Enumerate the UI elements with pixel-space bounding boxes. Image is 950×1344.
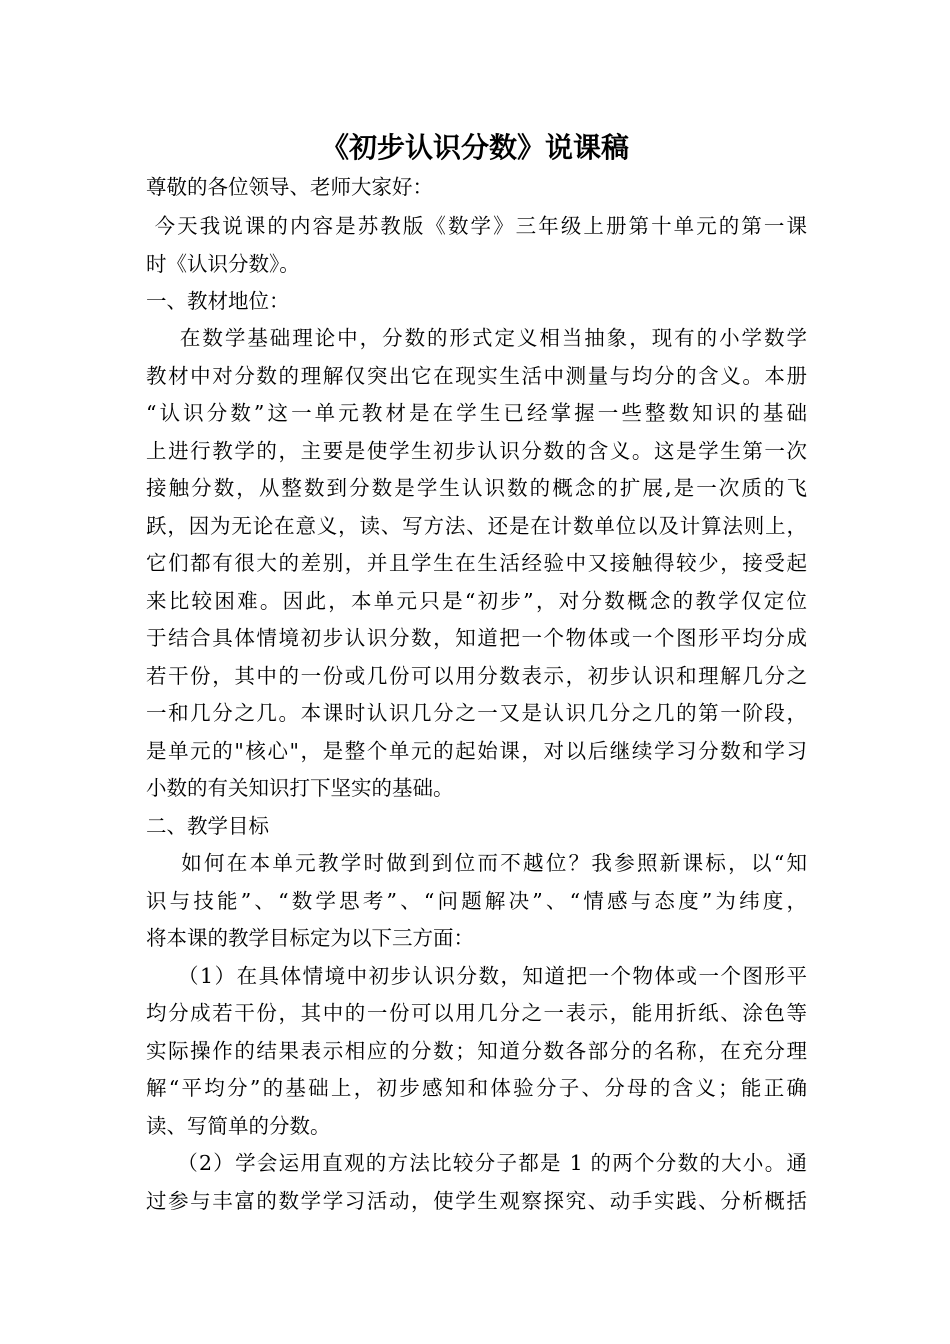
text-line: 如何在本单元教学时做到到位而不越位？我参照新课标，以“知 — [146, 851, 807, 875]
section-heading: 一、教材地位： — [146, 289, 290, 313]
text-line: 教材中对分数的理解仅突出它在现实生活中测量与均分的含义。本册 — [146, 364, 807, 388]
text-line: “认识分数”这一单元教材是在学生已经掌握一些整数知识的基础 — [146, 401, 807, 425]
text-line: 过参与丰富的数学学习活动，使学生观察探究、动手实践、分析概括 — [146, 1189, 807, 1213]
text-line: 时《认识分数》。 — [146, 252, 300, 276]
text-line: 于结合具体情境初步认识分数，知道把一个物体或一个图形平均分成 — [146, 626, 807, 650]
text-line: 是单元的"核心"，是整个单元的起始课，对以后继续学习分数和学习 — [146, 739, 807, 763]
text-line: 跃，因为无论在意义，读、写方法、还是在计数单位以及计算法则上， — [146, 514, 807, 538]
text-line: 将本课的教学目标定为以下三方面： — [146, 926, 474, 950]
text-line: 一和几分之几。本课时认识几分之一又是认识几分之几的第一阶段， — [146, 701, 807, 725]
text-line: （2）学会运用直观的方法比较分子都是 1 的两个分数的大小。通 — [146, 1151, 807, 1175]
text-line: （1）在具体情境中初步认识分数，知道把一个物体或一个图形平 — [146, 964, 807, 988]
text-line: 来比较困难。因此，本单元只是“初步”，对分数概念的教学仅定位 — [146, 589, 807, 613]
text-line: 实际操作的结果表示相应的分数；知道分数各部分的名称，在充分理 — [146, 1039, 807, 1063]
text-line: 它们都有很大的差别，并且学生在生活经验中又接触得较少，接受起 — [146, 551, 807, 575]
text-line: 读、写简单的分数。 — [146, 1114, 331, 1138]
text-line: 识与技能”、“数学思考”、“问题解决”、“情感与态度”为纬度， — [146, 889, 807, 913]
document-title: 《初步认识分数》说课稿 — [320, 131, 629, 164]
salutation-line: 尊敬的各位领导、老师大家好： — [146, 175, 433, 199]
text-line: 接触分数，从整数到分数是学生认识数的概念的扩展,是一次质的飞 — [146, 476, 807, 500]
text-line: 上进行教学的，主要是使学生初步认识分数的含义。这是学生第一次 — [146, 439, 807, 463]
text-line: 今天我说课的内容是苏教版《数学》三年级上册第十单元的第一课 — [146, 214, 807, 238]
text-line: 小数的有关知识打下坚实的基础。 — [146, 776, 454, 800]
text-line: 解“平均分”的基础上，初步感知和体验分子、分母的含义；能正确 — [146, 1076, 807, 1100]
text-line: 在数学基础理论中，分数的形式定义相当抽象，现有的小学数学 — [146, 326, 807, 350]
section-heading: 二、教学目标 — [146, 814, 269, 838]
text-line: 均分成若干份，其中的一份可以用几分之一表示，能用折纸、涂色等 — [146, 1001, 807, 1025]
text-line: 若干份，其中的一份或几份可以用分数表示，初步认识和理解几分之 — [146, 664, 807, 688]
